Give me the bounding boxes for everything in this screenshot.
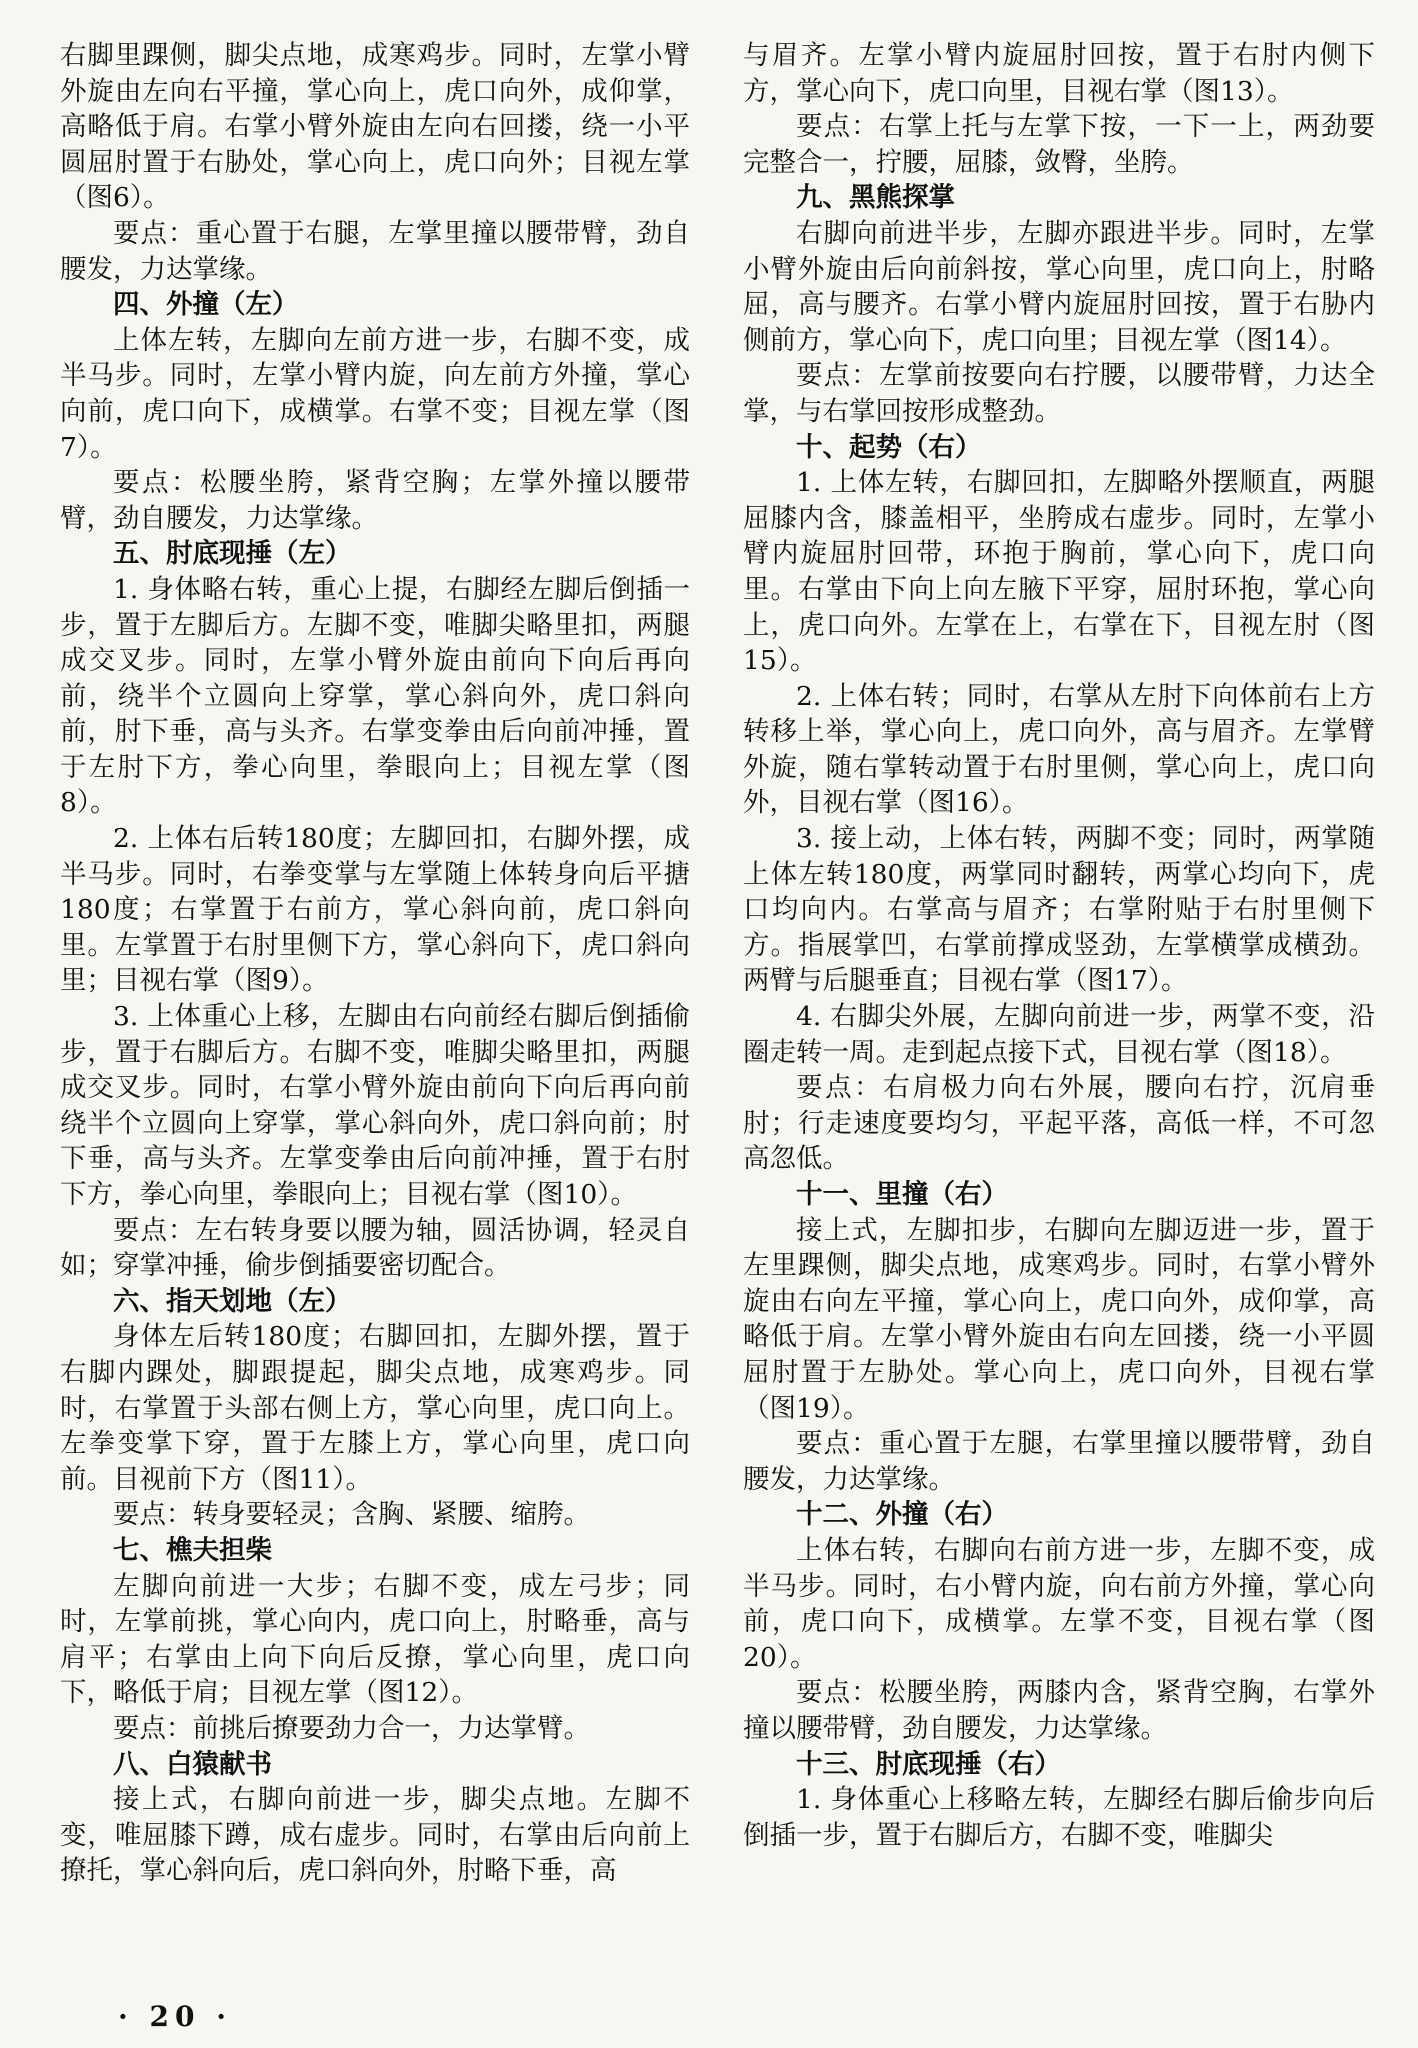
paragraph: 要点：左右转身要以腰为轴，圆活协调，轻灵自如；穿掌冲捶，偷步倒插要密切配合。 <box>60 1214 690 1282</box>
paragraph: 身体左后转180度；右脚回扣，左脚外摆，置于右脚内踝处，脚跟提起，脚尖点地，成寒鸡步。同时，右掌置于头部右侧上方，掌心向里，虎口向上。左拳变掌下穿，置于左膝上方，掌心向里，虎口向前。目视前下方（图11）。 <box>60 1321 690 1495</box>
paragraph: 要点：右肩极力向右外展，腰向右拧，沉肩垂肘；行走速度要均匀，平起平落，高低一样，不可忽高忽低。 <box>743 1072 1375 1175</box>
paragraph: 右脚向前进半步，左脚亦跟进半步。同时，左掌小臂外旋由后向前斜按，掌心向里，虎口向上，肘略屈，高与腰齐。右掌小臂内旋屈肘回按，置于右胁内侧前方，掌心向下，虎口向里；目视左掌（图14）。 <box>743 217 1375 356</box>
section-heading: 五、肘底现捶（左） <box>113 538 352 570</box>
paragraph: 接上式，右脚向前进一步，脚尖点地。左脚不变，唯屈膝下蹲，成右虚步。同时，右掌由后向前上撩托，掌心斜向后，虎口斜向外，肘略下垂，高 <box>60 1784 690 1887</box>
paragraph: 要点：重心置于左腿，右掌里撞以腰带臂，劲自腰发，力达掌缘。 <box>743 1428 1375 1495</box>
paragraph: 要点：重心置于右腿，左掌里撞以腰带臂，劲自腰发，力达掌缘。 <box>60 217 690 285</box>
section-heading: 六、指天划地（左） <box>113 1285 352 1317</box>
left-text-column <box>60 38 690 1998</box>
paragraph: 上体左转，左脚向左前方进一步，右脚不变，成半马步。同时，左掌小臂内旋，向左前方外撞，掌心向前，虎口向下，成横掌。右掌不变；目视左掌（图7）。 <box>60 324 690 463</box>
section-heading: 十、起势（右） <box>796 431 982 463</box>
paragraph: 要点：前挑后撩要劲力合一，力达掌臂。 <box>113 1712 590 1744</box>
right-text-column <box>743 38 1375 1998</box>
paragraph: 1. 身体重心上移略左转，左脚经右脚后偷步向后倒插一步，置于右脚后方，右脚不变，唯脚尖 <box>743 1784 1375 1851</box>
section-heading: 十二、外撞（右） <box>796 1499 1008 1531</box>
paragraph: 与眉齐。左掌小臂内旋屈肘回按，置于右肘内侧下方，掌心向下，虎口向里，目视右掌（图13）。 <box>743 40 1375 107</box>
paragraph: 1. 身体略右转，重心上提，右脚经左脚后倒插一步，置于左脚后方。左脚不变，唯脚尖略里扣，两腿成交叉步。同时，左掌小臂外旋由前向下向后再向前，绕半个立圆向上穿掌，掌心斜向外，虎口斜向前，肘下垂，高与头齐。右掌变拳由后向前冲捶，置于左肘下方，拳心向里，拳眼向上；目视左掌（图8）。 <box>60 573 690 819</box>
section-heading: 十三、肘底现捶（右） <box>796 1748 1061 1780</box>
paragraph: 3. 上体重心上移，左脚由右向前经右脚后倒插偷步，置于右脚后方。右脚不变，唯脚尖略里扣，两腿成交叉步。同时，右掌小臂外旋由前向下向后再向前绕半个立圆向上穿掌，掌心斜向外，虎口斜向前；肘下垂，高与头齐。左掌变拳由后向前冲捶，置于右肘下方，拳心向里，拳眼向上；目视右掌（图10）。 <box>60 1001 690 1210</box>
paragraph: 2. 上体右后转180度；左脚回扣，右脚外摆，成半马步。同时，右拳变掌与左掌随上体转身向后平搪180度；右掌置于右前方，掌心斜向前，虎口斜向里。左掌置于右肘里侧下方，掌心斜向下，虎口斜向里；目视右掌（图9）。 <box>60 823 690 997</box>
paragraph: 1. 上体左转，右脚回扣，左脚略外摆顺直，两腿屈膝内含，膝盖相平，坐胯成右虚步。同时，左掌小臂内旋屈肘回带，环抱于胸前，掌心向下，虎口向里。右掌由下向上向左腋下平穿，屈肘环抱，掌心向上，虎口向外。左掌在上，右掌在下，目视左肘（图15）。 <box>743 467 1375 677</box>
paragraph: 3. 接上动，上体右转，两脚不变；同时，两掌随上体左转180度，两掌同时翻转，两掌心均向下，虎口均向内。右掌高与眉齐；右掌附贴于右肘里侧下方。指展掌凹，右掌前撑成竖劲，左掌横掌成横劲。两臂与后腿垂直；目视右掌（图17）。 <box>743 823 1375 997</box>
paragraph: 要点：转身要轻灵；含胸、紧腰、缩胯。 <box>113 1499 590 1531</box>
paragraph: 要点：左掌前按要向右拧腰，以腰带臂，力达全掌，与右掌回按形成整劲。 <box>743 360 1375 427</box>
page-number: · 20 · <box>118 2000 232 2033</box>
paragraph: 上体右转，右脚向右前方进一步，左脚不变，成半马步。同时，右小臂内旋，向右前方外撞，掌心向前，虎口向下，成横掌。左掌不变，目视右掌（图20）。 <box>743 1534 1375 1673</box>
section-heading: 四、外撞（左） <box>113 289 299 321</box>
paragraph: 左脚向前进一大步；右脚不变，成左弓步；同时，左掌前挑，掌心向内，虎口向上，肘略垂，高与肩平；右掌由上向下向后反撩，掌心向里，虎口向下，略低于肩；目视左掌（图12）。 <box>60 1570 690 1709</box>
paragraph: 右脚里踝侧，脚尖点地，成寒鸡步。同时，左掌小臂外旋由左向右平撞，掌心向上，虎口向外，成仰掌，高略低于肩。右掌小臂外旋由左向右回搂，绕一小平圆屈肘置于右胁处，掌心向上，虎口向外；目视左掌（图6）。 <box>60 40 690 214</box>
paragraph: 2. 上体右转；同时，右掌从左肘下向体前右上方转移上举，掌心向上，虎口向外，高与眉齐。左掌臂外旋，随右掌转动置于右肘里侧，掌心向上，虎口向外，目视右掌（图16）。 <box>743 680 1375 819</box>
paragraph: 要点：松腰坐胯，两膝内含，紧背空胸，右掌外撞以腰带臂，劲自腰发，力达掌缘。 <box>743 1677 1375 1744</box>
paragraph: 接上式，左脚扣步，右脚向左脚迈进一步，置于左里踝侧，脚尖点地，成寒鸡步。同时，右掌小臂外旋由右向左平撞，掌心向上，虎口向外，成仰掌，高略低于肩。左掌小臂外旋由右向左回搂，绕一小平圆屈肘置于左胁处。掌心向上，虎口向外，目视右掌（图19）。 <box>743 1214 1375 1424</box>
section-heading: 七、樵夫担柴 <box>113 1534 272 1566</box>
paragraph: 4. 右脚尖外展，左脚向前进一步，两掌不变，沿圈走转一周。走到起点接下式，目视右掌（图18）。 <box>743 1001 1375 1068</box>
section-heading: 十一、里撞（右） <box>796 1179 1008 1210</box>
paragraph: 要点：右掌上托与左掌下按，一下一上，两劲要完整合一，拧腰，屈膝，敛臀，坐胯。 <box>743 111 1375 178</box>
section-heading: 九、黑熊探掌 <box>796 182 955 214</box>
paragraph: 要点：松腰坐胯，紧背空胸；左掌外撞以腰带臂，劲自腰发，力达掌缘。 <box>60 467 690 534</box>
section-heading: 八、白猿献书 <box>113 1748 272 1780</box>
